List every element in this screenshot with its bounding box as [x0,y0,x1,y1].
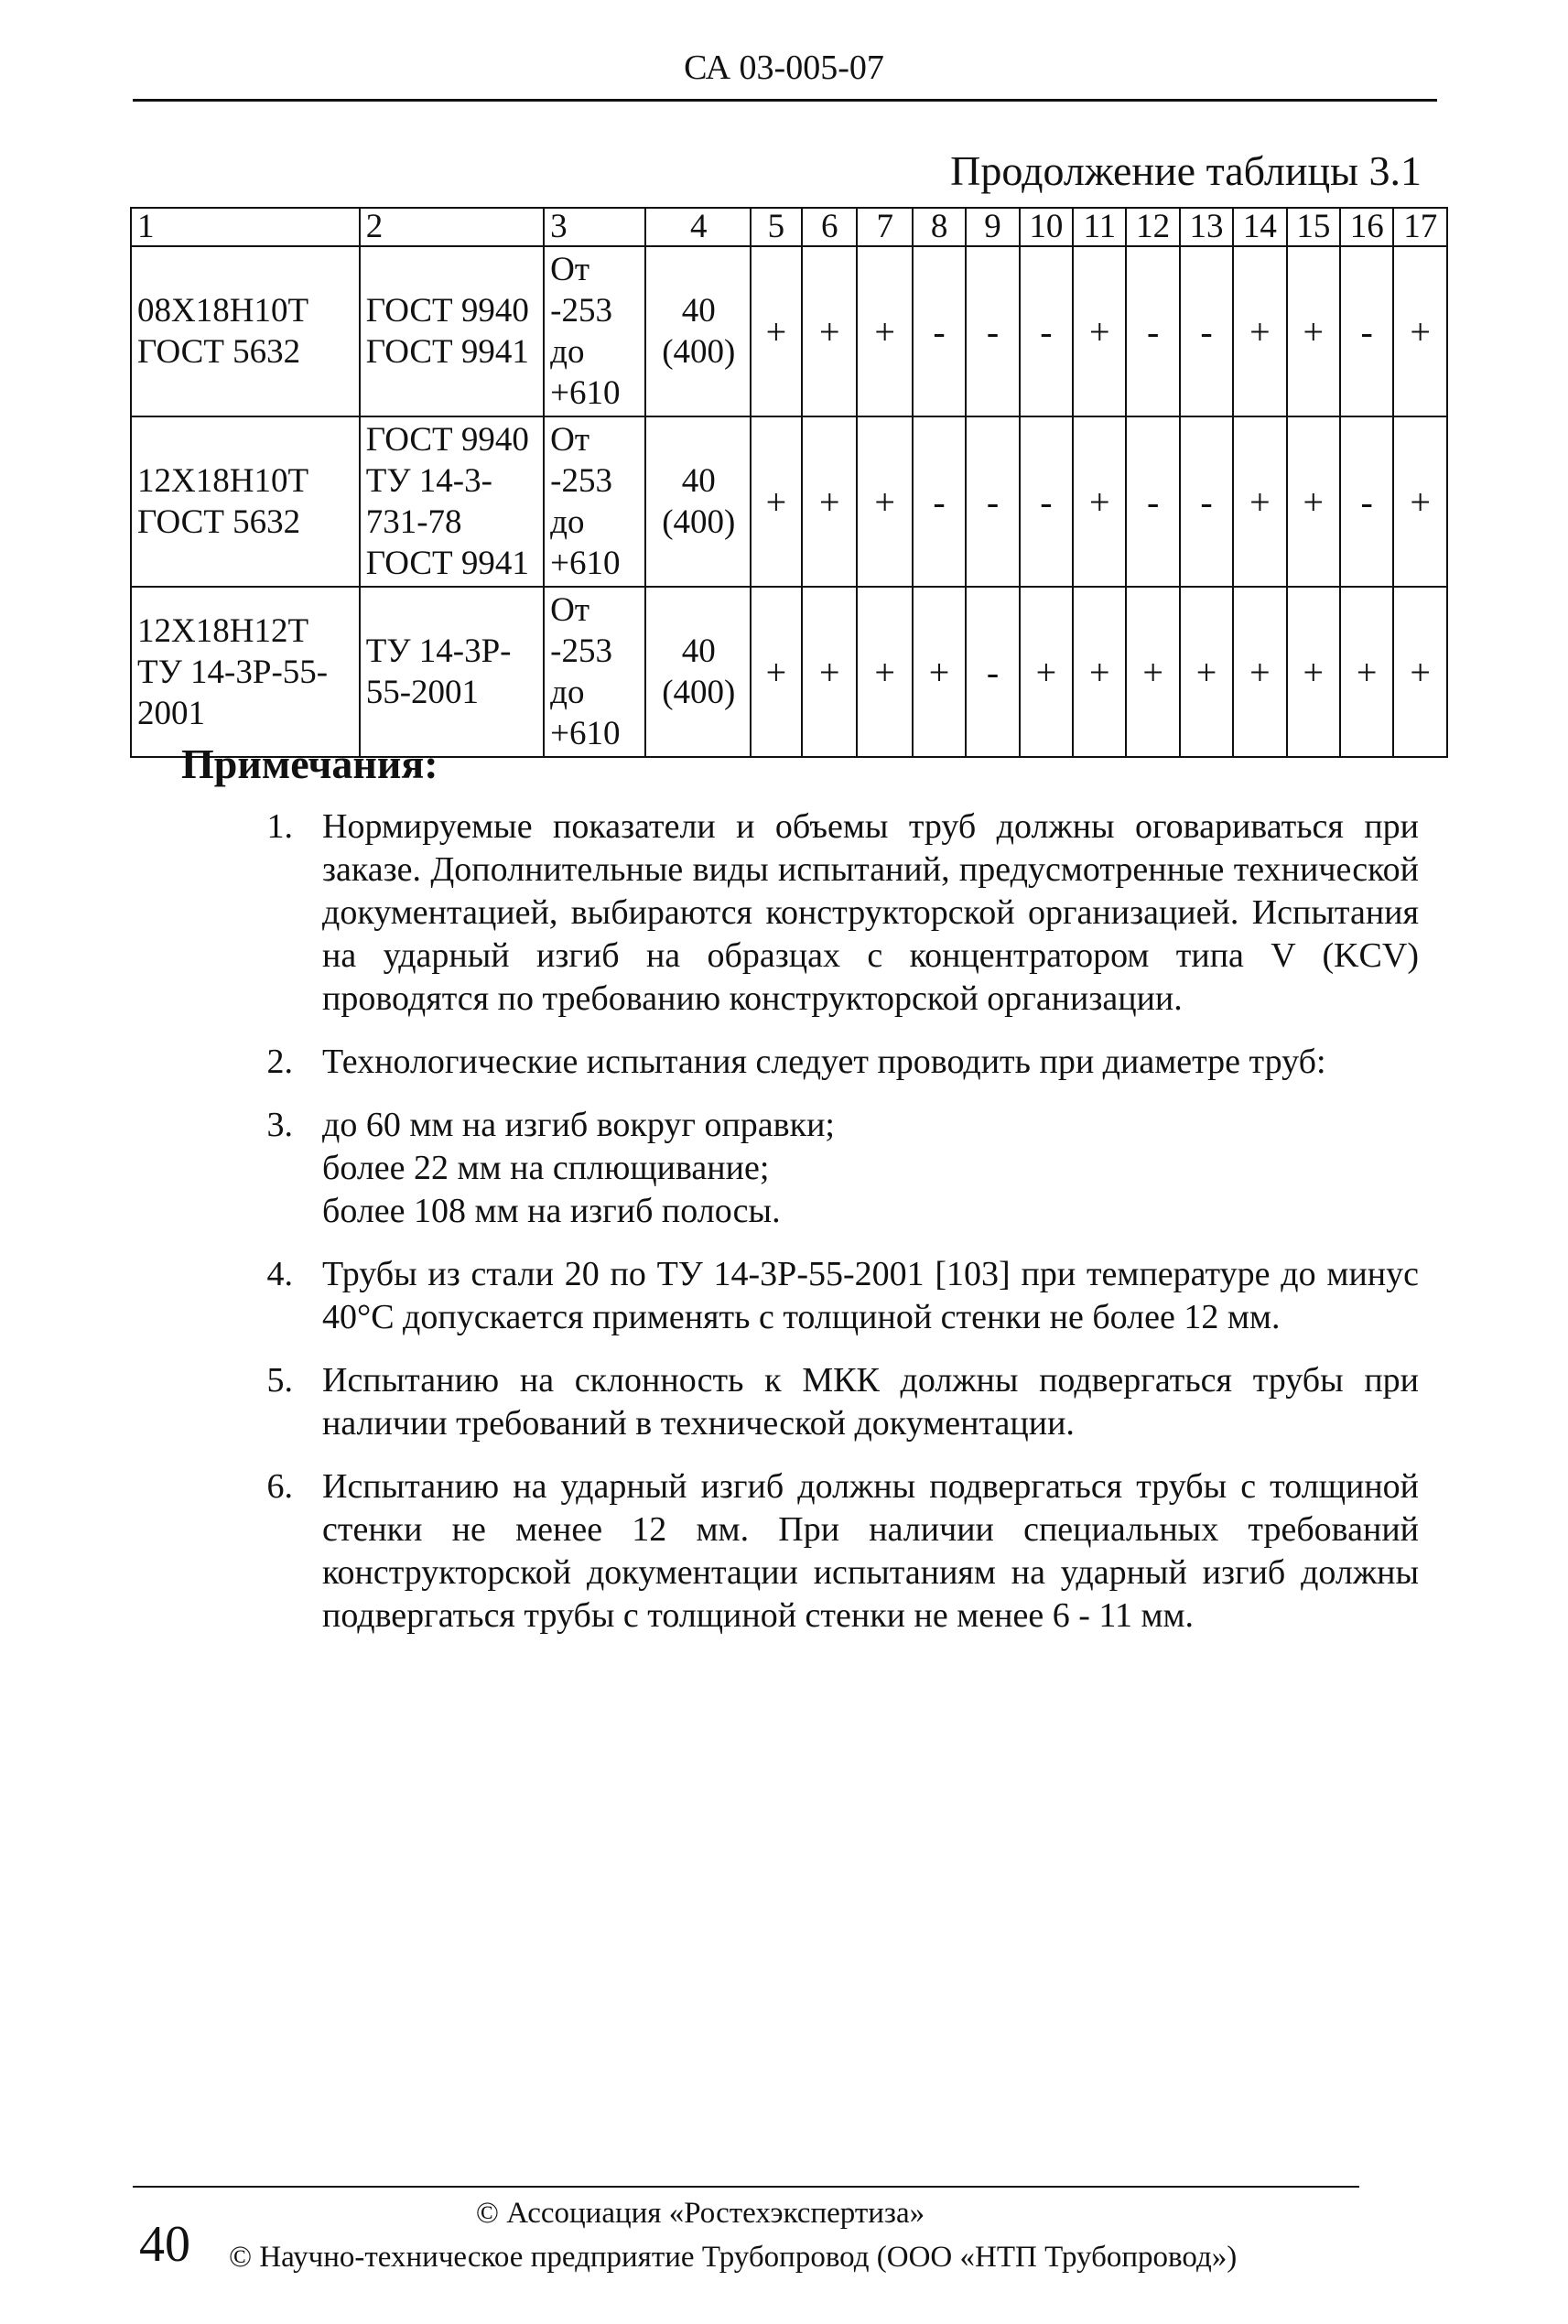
cell-mark: + [751,416,802,587]
note-text: до 60 мм на изгиб вокруг оправки; более 22 мм на сплющивание; более 108 мм на изгиб полосы. [322,1106,835,1230]
cell-mark: + [1073,416,1126,587]
footer-divider [133,2186,1359,2188]
cell-mark: - [966,246,1019,416]
note-number: 6. [266,1467,293,1506]
header-cell: 4 [645,208,751,246]
cell-mark: + [1233,416,1286,587]
header-cell: 15 [1287,208,1340,246]
header-cell: 8 [913,208,966,246]
cell-mark: + [802,246,857,416]
note-item [238,1041,1419,1084]
note-text: Трубы из стали 20 по ТУ 14-3Р-55-2001 [103] при температуре до минус 40°С допускается применять с толщиной стенки не более 12 мм. [322,1255,1419,1336]
cell-mark: + [1287,246,1340,416]
cell-c4: 40 (400) [645,416,751,587]
cell-c1: 08Х18Н10Т ГОСТ 5632 [131,246,360,416]
note-item [238,1104,1419,1233]
header-cell: 6 [802,208,857,246]
cell-c4: 40 (400) [645,246,751,416]
page-number: 40 [139,2216,190,2273]
cell-mark: + [913,587,966,757]
table-row [131,246,1447,416]
header-cell: 7 [857,208,912,246]
cell-c3: От -253 до +610 [544,587,645,757]
cell-mark: + [1073,587,1126,757]
header-divider [133,99,1437,102]
header-cell: 5 [751,208,802,246]
cell-mark: - [1020,246,1073,416]
cell-mark: + [857,416,912,587]
note-item [238,1359,1419,1445]
cell-mark: + [1020,587,1073,757]
cell-mark: + [1126,587,1179,757]
table-row [131,416,1447,587]
header-cell: 1 [131,208,360,246]
cell-mark: + [1233,587,1286,757]
cell-mark: + [1340,587,1393,757]
cell-c2: ГОСТ 9940 ТУ 14-3- 731-78 ГОСТ 9941 [360,416,544,587]
header-cell: 9 [966,208,1019,246]
note-number: 3. [266,1106,293,1144]
document-code: СА 03-005-07 [684,49,884,87]
cell-c3: От -253 до +610 [544,246,645,416]
cell-c2: ТУ 14-3Р- 55-2001 [360,587,544,757]
table-header-row [131,208,1447,246]
note-item [238,1465,1419,1638]
pipe-spec-table [130,207,1448,758]
cell-mark: - [1180,416,1233,587]
cell-mark: + [751,246,802,416]
note-number: 2. [266,1043,293,1081]
footer-copyright-company: © Научно-техническое предприятие Трубопровод (ООО «НТП Трубопровод») [229,2241,1238,2274]
cell-mark: + [751,587,802,757]
table-row [131,587,1447,757]
header-cell: 2 [360,208,544,246]
header-cell: 17 [1393,208,1447,246]
cell-mark: + [802,416,857,587]
note-number: 1. [266,807,293,846]
cell-mark: - [1180,246,1233,416]
cell-c4: 40 (400) [645,587,751,757]
header-cell: 3 [544,208,645,246]
cell-mark: + [1180,587,1233,757]
cell-mark: + [857,587,912,757]
cell-mark: + [1393,587,1447,757]
cell-mark: + [802,587,857,757]
header-cell: 12 [1126,208,1179,246]
note-text: Нормируемые показатели и объемы труб должны оговариваться при заказе. Дополнительные виды испытаний, предусмотренные технической документацией, выбираются конструкторской организацией. Испытания на ударный изгиб на образцах с концентратором типа V (KCV) проводятся по требованию конструкторской организации. [322,807,1419,1018]
cell-mark: + [1287,587,1340,757]
cell-mark: + [1393,246,1447,416]
cell-mark: + [1393,416,1447,587]
notes-list [238,805,1419,1658]
cell-mark: + [1073,246,1126,416]
note-item [238,1253,1419,1339]
cell-mark: - [1126,246,1179,416]
cell-mark: - [913,416,966,587]
cell-c2: ГОСТ 9940 ГОСТ 9941 [360,246,544,416]
header-cell: 13 [1180,208,1233,246]
note-text: Испытанию на ударный изгиб должны подвергаться трубы с толщиной стенки не менее 12 мм. При наличии специальных требований конструкторской документации испытаниям на ударный изгиб должны подвергаться трубы с толщиной стенки не менее 6 - 11 мм. [322,1467,1419,1635]
header-cell: 11 [1073,208,1126,246]
cell-mark: - [1126,416,1179,587]
note-text: Технологические испытания следует проводить при диаметре труб: [322,1043,1326,1081]
cell-mark: - [1340,416,1393,587]
note-text: Испытанию на склонность к МКК должны подвергаться трубы при наличии требований в технической документации. [322,1361,1419,1443]
note-number: 5. [266,1361,293,1400]
cell-mark: - [966,416,1019,587]
notes-title: Примечания: [181,740,438,787]
cell-mark: - [1020,416,1073,587]
cell-c3: От -253 до +610 [544,416,645,587]
cell-mark: - [913,246,966,416]
cell-mark: - [1340,246,1393,416]
cell-mark: + [1233,246,1286,416]
footer-copyright-association: © Ассоциация «Ростехэкспертиза» [475,2197,925,2230]
cell-mark: + [857,246,912,416]
cell-mark: + [1287,416,1340,587]
cell-mark: - [966,587,1019,757]
cell-c1: 12Х18Н10Т ГОСТ 5632 [131,416,360,587]
table-continuation-caption: Продолжение таблицы 3.1 [950,147,1422,194]
cell-c1: 12Х18Н12Т ТУ 14-3Р-55- 2001 [131,587,360,757]
header-cell: 10 [1020,208,1073,246]
note-item [238,805,1419,1021]
header-cell: 14 [1233,208,1286,246]
note-number: 4. [266,1255,293,1293]
header-cell: 16 [1340,208,1393,246]
